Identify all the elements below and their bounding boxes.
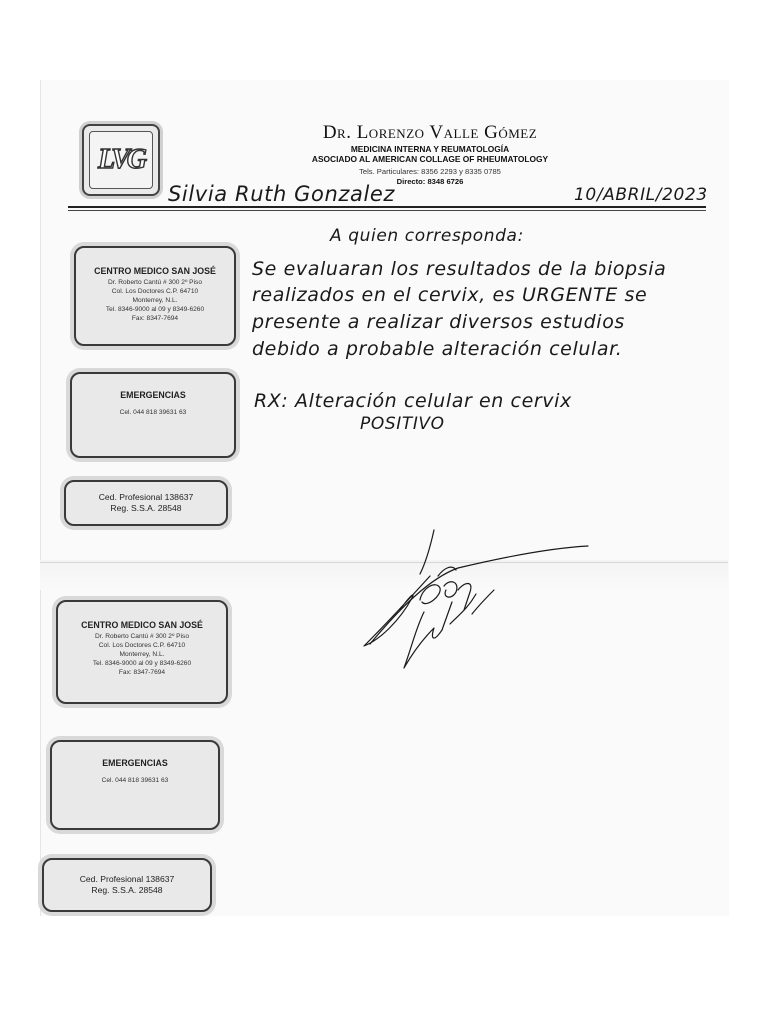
emergency-card [50,740,220,830]
ssa-registration: Reg. S.S.A. 28548 [91,885,163,895]
doctor-name: Dr. Lorenzo Valle Gómez [322,122,538,143]
prescription-date: 10/ABRIL/2023 [574,185,708,205]
clinic-address-line: Monterrey, N.L. [132,297,178,304]
clinic-address-line: Dr. Roberto Cantú # 300 2º Piso [107,279,203,286]
credentials-card [42,858,212,912]
lvg-logo [82,124,160,196]
clinic-fax: Fax: 8347-7694 [131,315,179,322]
lvg-logo-letters: LVG [89,131,153,189]
emergency-cell: Cel. 044 818 39631 63 [101,777,169,784]
clinic-address-line: Col. Los Doctores C.P. 64710 [111,288,199,295]
credentials-card [64,480,228,526]
clinic-phone: Tel. 8346-9000 al 09 y 8349-6260 [92,660,192,667]
clinic-title: CENTRO MEDICO SAN JOSÉ [94,266,216,276]
professional-license: Ced. Profesional 138637 [79,874,175,884]
ssa-registration: Reg. S.S.A. 28548 [110,503,182,513]
header-rule-thin [68,210,706,211]
letter-greeting: A quien corresponda: [330,226,524,246]
clinic-address-line: Col. Los Doctores C.P. 64710 [98,642,186,649]
clinic-address-line: Dr. Roberto Cantú # 300 2º Piso [94,633,190,640]
patient-name: Silvia Ruth Gonzalez [168,182,396,206]
rx-result: POSITIVO [360,414,445,434]
rx-diagnosis: RX: Alteración celular en cervix [254,390,572,412]
clinic-card [74,246,236,346]
header-rule [68,206,706,208]
emergency-title: EMERGENCIAS [102,758,168,768]
doctor-association: ASOCIADO AL AMERICAN COLLAGE OF RHEUMATOLOGY [311,154,549,164]
direct-phone: Directo: 8348 6726 [396,177,464,186]
letter-body-line: Se evaluaran los resultados de la biopsia [252,258,667,280]
letter-body-line: debido a probable alteración celular. [252,338,623,360]
clinic-phone: Tel. 8346-9000 al 09 y 8349-6260 [105,306,205,313]
clinic-address-line: Monterrey, N.L. [119,651,165,658]
letter-body-line: presente a realizar diversos estudios [252,311,625,333]
clinic-card [56,600,228,704]
professional-license: Ced. Profesional 138637 [98,492,194,502]
doctor-specialty: MEDICINA INTERNA Y REUMATOLOGÍA [350,144,510,154]
letter-body-line: realizados en el cervix, es URGENTE se [252,284,648,306]
emergency-cell: Cel. 044 818 39631 63 [119,409,187,416]
clinic-title: CENTRO MEDICO SAN JOSÉ [81,620,203,630]
emergency-title: EMERGENCIAS [120,390,186,400]
emergency-card [70,372,236,458]
clinic-fax: Fax: 8347-7694 [118,669,166,676]
doctor-signature [360,528,600,678]
private-phones: Tels. Particulares: 8356 2293 y 8335 0785 [359,167,501,176]
